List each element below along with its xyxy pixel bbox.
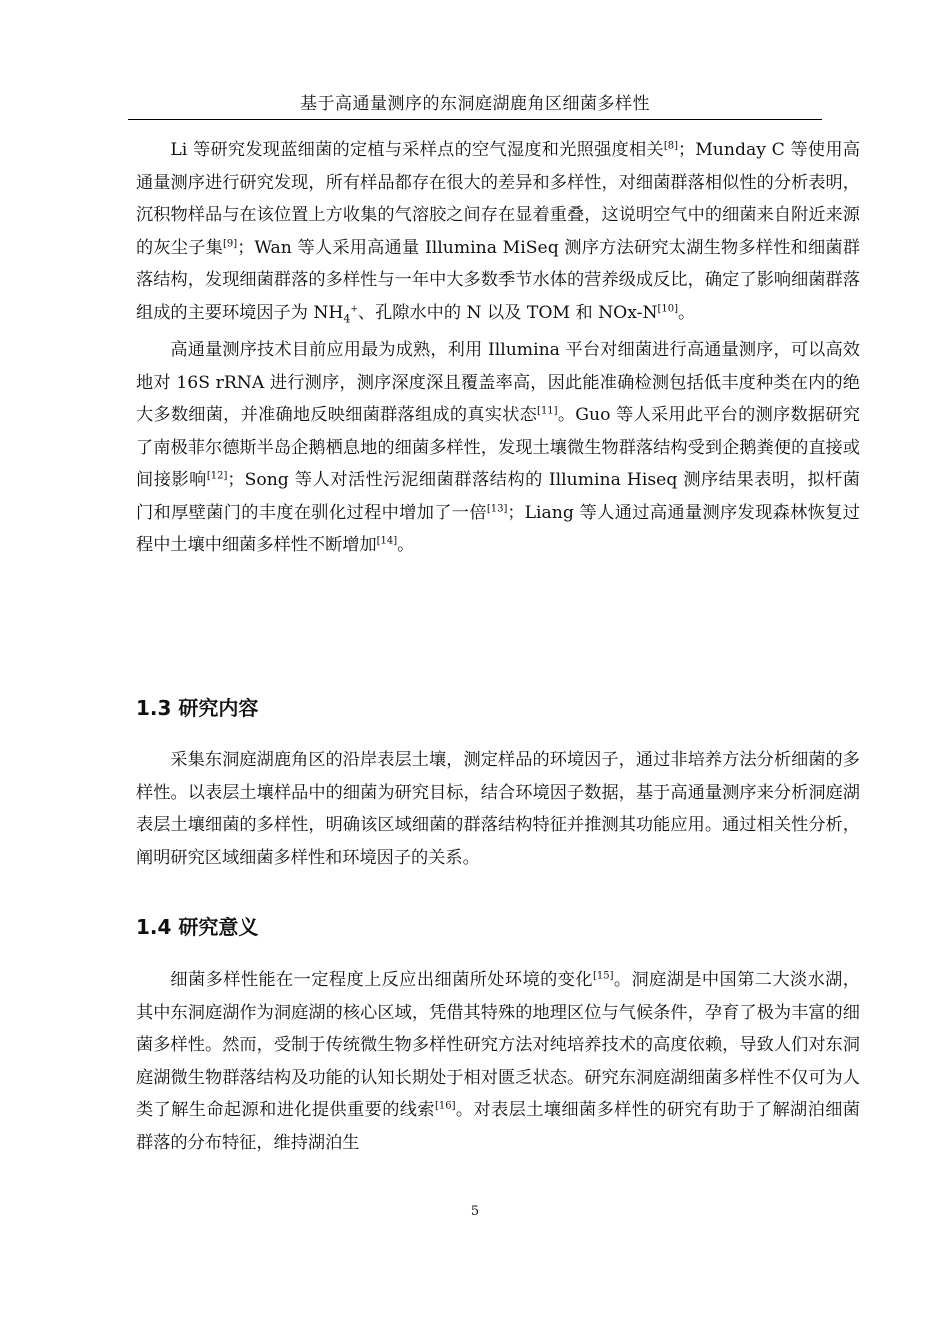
citation-8: [8]: [663, 140, 679, 152]
paragraph-2-text-e: 。: [397, 535, 415, 555]
citation-11: [11]: [537, 405, 558, 417]
paragraph-2: [136, 334, 860, 562]
paragraph-1-text-e: 。: [678, 302, 696, 323]
citation-14: [14]: [376, 535, 398, 547]
body-text-section-1-3: [136, 744, 860, 874]
section-heading-1-3: 1.3 研究内容: [136, 696, 259, 720]
paragraph-research-content: 采集东洞庭湖鹿角区的沿岸表层土壤，测定样品的环境因子，通过非培养方法分析细菌的多样性。以表层土壤样品中的细菌为研究目标，结合环境因子数据，基于高通量测序来分析洞庭湖表层土壤细菌的多样性，明确该区域细菌的群落结构特征并推测其功能应用。通过相关性分析，阐明研究区域细菌多样性和环境因子的关系。: [136, 750, 860, 868]
ammonium-charge: +: [350, 303, 358, 314]
running-header: 基于高通量测序的东洞庭湖鹿角区细菌多样性: [300, 94, 650, 114]
citation-16: [16]: [434, 1100, 456, 1112]
paragraph-1-text-d: 、孔隙水中的 N 以及 TOM 和 NOx-N: [357, 302, 658, 323]
paragraph-1: [136, 134, 860, 329]
citation-12: [12]: [206, 470, 228, 482]
header-rule: [128, 119, 822, 120]
citation-9: [9]: [223, 237, 238, 249]
body-text-upper: [136, 134, 860, 562]
paragraph-research-significance: [136, 964, 860, 1159]
paragraph-2-text-d: ；Liang 等人通过高通量测序发现森林恢复过程中土壤中细菌多样性不断增加: [136, 502, 860, 555]
paragraph-2-text-c: ；Song 等人对活性污泥细菌群落结构的 Illumina Hiseq 测序结果表明，拟杆菌门和厚壁菌门的丰度在驯化过程中增加了一倍: [136, 470, 860, 523]
citation-13: [13]: [486, 502, 508, 514]
ammonium-subscript: 4: [343, 311, 351, 325]
paragraph-1-text-b: ；Munday C 等使用高通量测序进行研究发现，所有样品都存在很大的差异和多样性，对细菌群落相似性的分析表明，沉积物样品与在该位置上方收集的气溶胶之间存在显着重叠，这说明空气中的细菌来自附近来源的灰尘子集: [136, 140, 860, 258]
citation-10: [10]: [657, 302, 679, 314]
paragraph-1-text-a: Li 等研究发现蓝细菌的定植与采样点的空气湿度和光照强度相关: [170, 140, 664, 160]
citation-15: [15]: [592, 970, 614, 982]
paragraph-significance-text-a: 细菌多样性能在一定程度上反应出细菌所处环境的变化: [170, 970, 593, 990]
body-text-section-1-4: [136, 964, 860, 1159]
paragraph-significance-text-c: 。对表层土壤细菌多样性的研究有助于了解湖泊细菌群落的分布特征，维持湖泊生: [136, 1100, 860, 1153]
paragraph-significance-text-b: 。洞庭湖是中国第二大淡水湖，其中东洞庭湖作为洞庭湖的核心区域，凭借其特殊的地理区位与气候条件，孕育了极为丰富的细菌多样性。然而，受制于传统微生物多样性研究方法对纯培养技术的高度依赖，导致人们对东洞庭湖微生物群落结构及功能的认知长期处于相对匮乏状态。研究东洞庭湖细菌多样性不仅可为人类了解生命起源和进化提供重要的线索: [136, 970, 860, 1120]
section-heading-1-4: 1.4 研究意义: [136, 915, 259, 939]
paragraph-1-text-c: ；Wan 等人采用高通量 Illumina MiSeq 测序方法研究太湖生物多样性和细菌群落结构，发现细菌群落的多样性与一年中大多数季节水体的营养级成反比，确定了影响细菌群落组成的主要环境因子为 NH: [136, 237, 860, 323]
paragraph-2-text-b: 。Guo 等人采用此平台的测序数据研究了南极菲尔德斯半岛企鹅栖息地的细菌多样性，发现土壤微生物群落结构受到企鹅粪便的直接或间接影响: [136, 405, 860, 490]
paragraph-2-text-a: 高通量测序技术目前应用最为成熟，利用 Illumina 平台对细菌进行高通量测序，可以高效地对 16S rRNA 进行测序，测序深度深且覆盖率高，因此能准确检测包括低丰度种类在内的绝大多数细菌，并准确地反映细菌群落组成的真实状态: [136, 340, 860, 425]
page-number: 5: [470, 1204, 480, 1219]
